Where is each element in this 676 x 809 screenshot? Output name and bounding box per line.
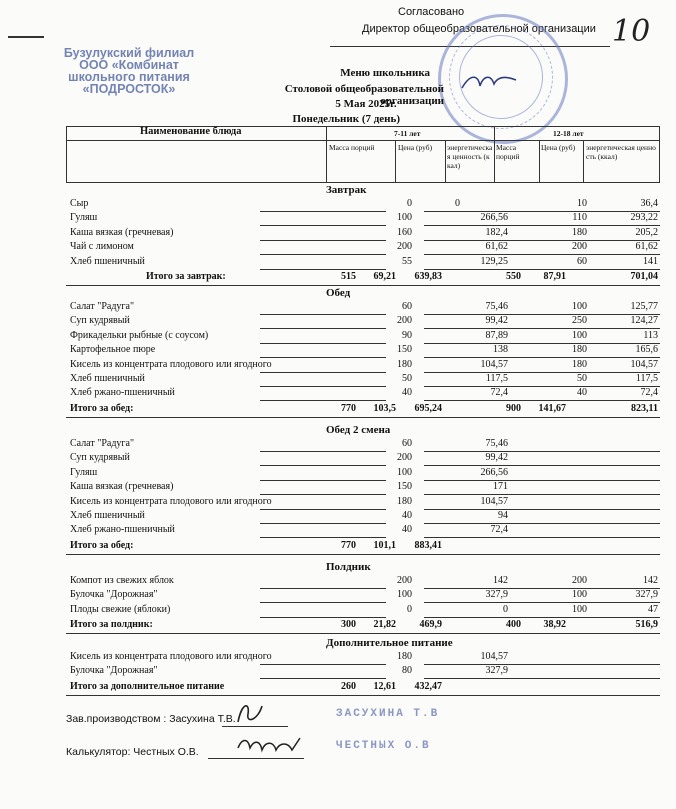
total-label: Итого за обед:: [70, 539, 134, 551]
value-m1: 200: [397, 575, 412, 586]
value-m1: 100: [397, 212, 412, 224]
mass-header: Масса порций: [329, 143, 375, 152]
price2-header: Цена (руб): [541, 143, 576, 152]
dish-name: Суп кудрявый: [70, 315, 130, 327]
value-e1: 72,4: [490, 387, 508, 399]
cell-underline: [424, 537, 500, 538]
dish-name: Хлеб пшеничный: [70, 373, 145, 384]
total-p1: 12,61: [373, 680, 396, 692]
value-m1: 90: [402, 329, 412, 341]
col-name-header: Наименование блюда: [140, 126, 242, 137]
value-e2: 205,2: [635, 226, 658, 238]
group-12-18-header: 12-18 лет: [553, 129, 584, 138]
cell-underline: [496, 400, 660, 401]
menu-item-row: [66, 604, 660, 618]
menu-item-row: [66, 481, 660, 495]
menu-item-row: [66, 330, 660, 344]
value-e1: 138: [493, 344, 508, 356]
calculator-label: Калькулятор: Честных О.В.: [66, 746, 199, 758]
value-e2: 125,77: [630, 301, 658, 312]
approved-label: Согласовано: [398, 6, 465, 18]
director-signature: [460, 70, 520, 99]
dish-name: Чай с лимоном: [70, 241, 134, 253]
dish-name: Картофельное пюре: [70, 344, 156, 356]
section-total-row: [66, 403, 660, 417]
value-m1: 40: [402, 510, 412, 521]
total-m1: 770: [341, 402, 356, 414]
total-underline: [66, 285, 660, 286]
value-m1: 60: [402, 438, 412, 449]
value-e2: 327,9: [635, 589, 658, 601]
calculator-name-stamp: ЧЕСТНЫХ О.В: [336, 740, 431, 752]
menu-date: 5 Мая 2025г.: [335, 98, 397, 110]
value-m2: 10: [577, 198, 587, 209]
value-m1: 200: [397, 452, 412, 464]
menu-item-row: [66, 467, 660, 481]
value-m1: 60: [402, 301, 412, 312]
menu-item-row: [66, 227, 660, 241]
value-m1: 160: [397, 226, 412, 238]
menu-item-row: [66, 373, 660, 387]
producer-label: Зав.производством : Засухина Т.В.: [66, 713, 236, 725]
dash-mark: [8, 36, 44, 38]
dish-name: Хлеб пшеничный: [70, 255, 145, 267]
value-m2: 100: [572, 301, 587, 312]
value-e1: 117,5: [485, 373, 508, 384]
total-label: Итого за дополнительное питание: [70, 680, 225, 692]
value-e2: 104,57: [630, 358, 658, 370]
stamp-line: «ПОДРОСТОК»: [82, 82, 176, 96]
total-label: Итого за обед:: [70, 402, 134, 414]
menu-item-row: [66, 524, 660, 538]
company-stamp: [54, 47, 204, 95]
total-m1: 515: [341, 271, 356, 282]
cell-underline: [424, 678, 500, 679]
dish-name: Хлеб ржано-пшеничный: [70, 387, 175, 399]
total-underline: [66, 554, 660, 555]
dish-name: Гуляш: [70, 466, 98, 478]
value-e2: 113: [643, 329, 658, 341]
total-label: Итого за полдник:: [70, 619, 153, 631]
director-label: Директор общеобразовательной организации: [362, 23, 596, 35]
menu-item-row: [66, 212, 660, 226]
value-m2: 200: [572, 241, 587, 253]
value-e1: 104,57: [480, 651, 508, 662]
value-e1: 94: [498, 510, 508, 521]
value-m1: 40: [402, 524, 412, 536]
menu-item-row: [66, 589, 660, 603]
section-total-row: [66, 540, 660, 554]
producer-signature: [232, 700, 272, 732]
dish-name: Каша вязкая (гречневая): [70, 226, 174, 238]
value-e1: 61,62: [485, 241, 508, 253]
stamp-line: школьного питания: [68, 70, 190, 84]
value-m1: 200: [397, 315, 412, 327]
menu-item-row: [66, 651, 660, 665]
cell-underline: [260, 269, 386, 270]
value-e1: 75,46: [485, 438, 508, 449]
menu-item-row: [66, 438, 660, 452]
value-m1: 180: [397, 495, 412, 507]
value-e2: 61,62: [635, 241, 658, 253]
dish-name: Сыр: [70, 198, 89, 209]
total-m1: 770: [341, 539, 356, 551]
value-m1: 180: [397, 651, 412, 662]
total-e2: 823,11: [631, 402, 658, 414]
value-e2: 72,4: [640, 387, 658, 399]
value-m2: 100: [572, 603, 587, 615]
value-e1: 104,57: [480, 358, 508, 370]
price-header: Цена (руб): [398, 143, 433, 152]
value-e2: 47: [648, 603, 658, 615]
energy-header: энергетическая ценность (ккал): [447, 143, 493, 170]
value-e1: 266,56: [480, 466, 508, 478]
value-m2: 110: [572, 212, 587, 224]
value-m2: 180: [572, 344, 587, 356]
menu-item-row: [66, 198, 660, 212]
dish-name: Фрикадельки рыбные (с соусом): [70, 329, 209, 341]
page-mark: 10: [612, 14, 651, 49]
menu-item-row: [66, 315, 660, 329]
menu-weekday: Понедельник (7 день): [292, 113, 400, 125]
section-title: Завтрак: [326, 184, 367, 196]
cell-underline: [424, 617, 500, 618]
cell-underline: [424, 400, 500, 401]
energy2-header: энергетическая ценность (ккал): [586, 143, 656, 161]
dish-name: Хлеб пшеничный: [70, 510, 145, 521]
section-total-row: [66, 681, 660, 695]
calculator-signature: [236, 734, 306, 761]
cell-underline: [260, 617, 386, 618]
value-e1: 99,42: [485, 452, 508, 464]
menu-item-row: [66, 452, 660, 466]
value-m1: 150: [397, 481, 412, 493]
dish-name: Компот из свежих яблок: [70, 575, 174, 586]
cell-underline: [496, 537, 660, 538]
value-e2: 293,22: [630, 212, 658, 224]
menu-title: Меню школьника: [340, 67, 430, 79]
value-e2: 117,5: [635, 373, 658, 384]
value-e1: 72,4: [490, 524, 508, 536]
value-e1: 0: [503, 603, 508, 615]
mass2-header: Масса порций: [496, 143, 520, 161]
dish-name: Гуляш: [70, 212, 98, 224]
total-p1: 101,1: [373, 539, 396, 551]
value-e1: 266,56: [480, 212, 508, 224]
menu-item-row: [66, 344, 660, 358]
dish-name: Кисель из концентрата плодового или ягодного: [70, 358, 272, 370]
value-m1: 200: [397, 241, 412, 253]
organization-title: Столовой общеобразовательной организации: [284, 83, 444, 107]
section-total-row: [66, 619, 660, 633]
value-m2: 180: [572, 226, 587, 238]
value-m1: 50: [402, 373, 412, 384]
group-7-11-header: 7-11 лет: [394, 129, 421, 138]
value-m2: 60: [577, 255, 587, 267]
dish-name: Каша вязкая (гречневая): [70, 481, 174, 493]
section-title: Обед: [326, 287, 351, 299]
section-title: Полдник: [326, 561, 371, 573]
value-m1: 40: [402, 387, 412, 399]
section-total-row: [66, 271, 660, 285]
value-m2: 250: [572, 315, 587, 327]
value-e2: 142: [643, 575, 658, 586]
total-e1: 469,9: [419, 619, 442, 631]
dish-name: Кисель из концентрата плодового или ягодного: [70, 651, 272, 662]
value-m2: 100: [572, 589, 587, 601]
value-m1: 0: [407, 603, 412, 615]
value-m2: 180: [572, 358, 587, 370]
dish-name: Хлеб ржано-пшеничный: [70, 524, 175, 536]
section-title: Дополнительное питание: [326, 637, 453, 649]
value-e1: 129,25: [480, 255, 508, 267]
value-e1: 99,42: [485, 315, 508, 327]
value-m2: 100: [572, 329, 587, 341]
total-m2: 900: [506, 402, 521, 414]
total-p2: 87,91: [543, 271, 566, 282]
menu-item-row: [66, 510, 660, 524]
total-label: Итого за завтрак:: [146, 271, 226, 282]
dish-name: Салат "Радуга": [70, 301, 135, 312]
value-e1: 171: [493, 481, 508, 493]
dish-name: Салат "Радуга": [70, 438, 135, 449]
value-e1: 142: [493, 575, 508, 586]
total-underline: [66, 695, 660, 696]
total-m2: 550: [506, 271, 521, 282]
menu-item-row: [66, 387, 660, 401]
cell-underline: [496, 269, 660, 270]
dish-name: Плоды свежие (яблоки): [70, 603, 171, 615]
total-p2: 38,92: [543, 619, 566, 631]
total-m2: 400: [506, 619, 521, 631]
dish-name: Кисель из концентрата плодового или ягодного: [70, 495, 272, 507]
total-p1: 69,21: [373, 271, 396, 282]
menu-item-row: [66, 241, 660, 255]
value-m2: 50: [577, 373, 587, 384]
dish-name: Булочка "Дорожная": [70, 665, 158, 677]
total-p1: 21,82: [373, 619, 396, 631]
stamp-line: ООО «Комбинат: [79, 58, 179, 72]
value-e2: 141: [643, 255, 658, 267]
total-e1: 432,47: [414, 680, 442, 692]
section-title: Обед 2 смена: [326, 424, 391, 436]
menu-item-row: [66, 359, 660, 373]
menu-item-row: [66, 575, 660, 589]
producer-name-stamp: ЗАСУХИНА Т.В: [336, 708, 440, 720]
value-m2: 200: [572, 575, 587, 586]
value-e1: 327,9: [485, 589, 508, 601]
dish-name: Булочка "Дорожная": [70, 589, 158, 601]
total-p2: 141,67: [538, 402, 566, 414]
value-e1: 182,4: [485, 226, 508, 238]
value-m2: 40: [577, 387, 587, 399]
total-underline: [66, 417, 660, 418]
total-e2: 701,04: [630, 271, 658, 282]
value-e2: 165,6: [635, 344, 658, 356]
value-m1: 55: [402, 255, 412, 267]
cell-underline: [424, 269, 500, 270]
value-e1: 87,89: [485, 329, 508, 341]
cell-underline: [496, 678, 660, 679]
total-e1: 639,83: [414, 271, 442, 282]
value-m1: 180: [397, 358, 412, 370]
menu-item-row: [66, 301, 660, 315]
value-m1: 150: [397, 344, 412, 356]
menu-item-row: [66, 496, 660, 510]
total-m1: 300: [341, 619, 356, 631]
value-e2: 36,4: [640, 198, 658, 209]
total-p1: 103,5: [373, 402, 396, 414]
value-m1: 0: [407, 198, 412, 209]
total-e1: 883,41: [414, 539, 442, 551]
cell-underline: [260, 678, 386, 679]
total-underline: [66, 633, 660, 634]
cell-underline: [260, 537, 386, 538]
total-e1: 695,24: [414, 402, 442, 414]
dish-name: Суп кудрявый: [70, 452, 130, 464]
value-m1: 100: [397, 589, 412, 601]
total-m1: 260: [341, 680, 356, 692]
cell-underline: [496, 617, 660, 618]
value-e1: 104,57: [480, 495, 508, 507]
value-m1: 100: [397, 466, 412, 478]
menu-item-row: [66, 256, 660, 270]
value-e1: 327,9: [485, 665, 508, 677]
total-e2: 516,9: [635, 619, 658, 631]
value-e1: 75,46: [485, 301, 508, 312]
value-e2: 124,27: [630, 315, 658, 327]
stamp-line: Бузулукский филиал: [63, 46, 195, 60]
value-p1: 0: [455, 198, 460, 209]
menu-item-row: [66, 665, 660, 679]
value-m1: 80: [402, 665, 412, 677]
cell-underline: [260, 400, 386, 401]
